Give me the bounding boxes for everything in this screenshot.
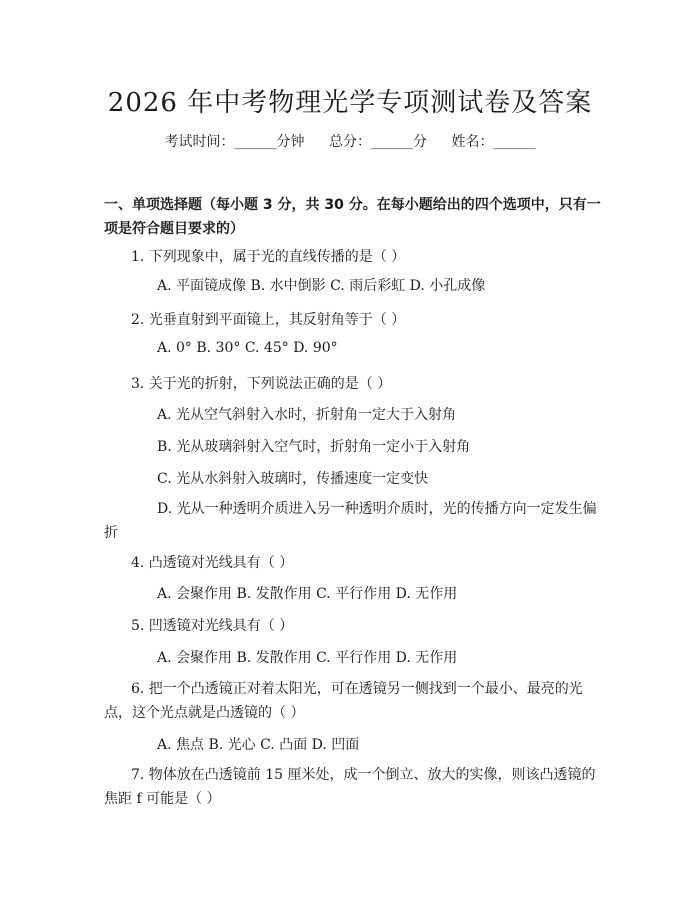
- exam-meta: [0, 131, 700, 151]
- question-5-options: A. 会聚作用 B. 发散作用 C. 平行作用 D. 无作用: [157, 650, 458, 666]
- question-4-options: A. 会聚作用 B. 发散作用 C. 平行作用 D. 无作用: [157, 586, 458, 602]
- student-name-field: 姓名：______: [451, 134, 536, 150]
- total-score-field: 总分：______分: [329, 134, 427, 150]
- question-7-stem: 7. 物体放在凸透镜前 15 厘米处，成一个倒立、放大的实像，则该凸透镜的焦距 f 可能是（ ）: [104, 767, 596, 807]
- question-3-option-d: D. 光从一种透明介质进入另一种透明介质时，光的传播方向一定发生偏折: [104, 501, 597, 541]
- section-heading: 一、单项选择题（每小题 3 分，共 30 分。在每小题给出的四个选项中，只有一项是符合题目要求的）: [104, 197, 601, 237]
- question-5-stem: 5. 凹透镜对光线具有（ ）: [131, 618, 294, 634]
- exam-time-field: 考试时间：______分钟: [164, 134, 305, 150]
- question-3-option-c: C. 光从水斜射入玻璃时，传播速度一定变快: [157, 471, 429, 487]
- question-4-stem: 4. 凸透镜对光线具有（ ）: [131, 555, 294, 571]
- question-6-options: A. 焦点 B. 光心 C. 凸面 D. 凹面: [157, 737, 360, 753]
- question-6-stem: 6. 把一个凸透镜正对着太阳光，可在透镜另一侧找到一个最小、最亮的光点，这个光点就是凸透镜的（ ）: [104, 681, 583, 721]
- question-2-options: A. 0° B. 30° C. 45° D. 90°: [157, 340, 338, 356]
- question-3-option-b: B. 光从玻璃斜射入空气时，折射角一定小于入射角: [157, 439, 471, 455]
- question-3-option-a: A. 光从空气斜射入水时，折射角一定大于入射角: [157, 407, 457, 423]
- question-1-options: A. 平面镜成像 B. 水中倒影 C. 雨后彩虹 D. 小孔成像: [157, 278, 486, 294]
- question-2-stem: 2. 光垂直射到平面镜上，其反射角等于（ ）: [131, 312, 406, 328]
- question-3-stem: 3. 关于光的折射，下列说法正确的是（ ）: [131, 376, 392, 392]
- question-1-stem: 1. 下列现象中，属于光的直线传播的是（ ）: [131, 249, 406, 265]
- exam-title: 2026 年中考物理光学专项测试卷及答案: [107, 88, 593, 118]
